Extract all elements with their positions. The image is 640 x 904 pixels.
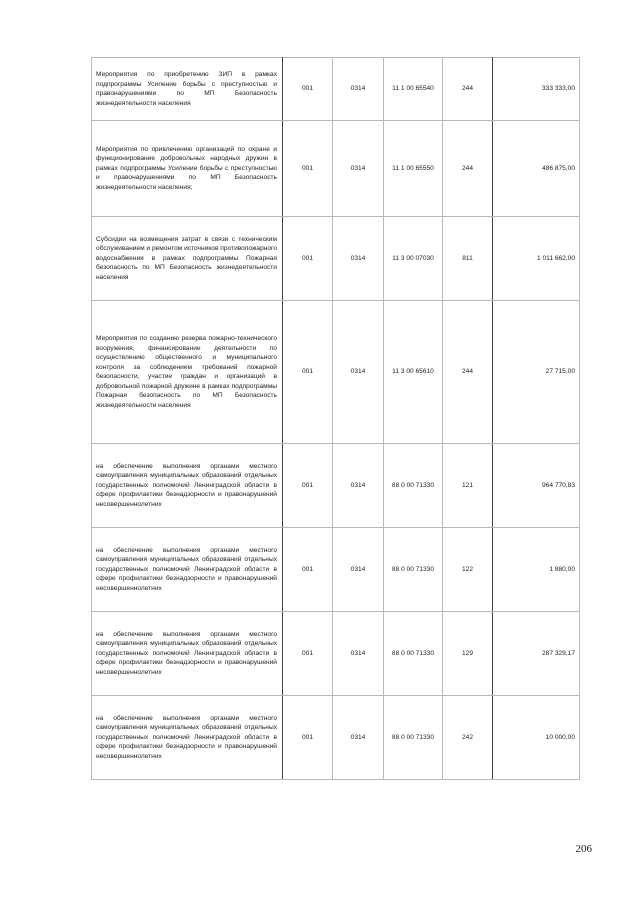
row-code-1: 001 [283, 528, 333, 612]
row-code-4: 121 [443, 444, 493, 528]
row-code-3: 88 0 00 71330 [384, 528, 443, 612]
row-code-1: 001 [283, 696, 333, 780]
table-row [92, 58, 580, 121]
row-code-2: 0314 [333, 528, 384, 612]
row-code-2: 0314 [333, 121, 384, 217]
row-description: на обеспечение выполнения органами местного самоуправления муниципальных образований отдельных государственных полномочий Ленинградской области в сфере профилактики безнадзорности и правонарушений несовершеннолетних [92, 528, 283, 612]
table-row [92, 696, 580, 780]
row-code-1: 001 [283, 612, 333, 696]
row-code-4: 242 [443, 696, 493, 780]
row-code-4: 811 [443, 217, 493, 301]
row-code-4: 244 [443, 58, 493, 121]
row-code-2: 0314 [333, 217, 384, 301]
row-code-1: 001 [283, 301, 333, 444]
row-amount: 27 715,00 [493, 301, 580, 444]
row-code-4: 129 [443, 612, 493, 696]
table-row [92, 444, 580, 528]
row-amount: 10 000,00 [493, 696, 580, 780]
row-amount: 486 875,00 [493, 121, 580, 217]
row-description: на обеспечение выполнения органами местного самоуправления муниципальных образований отдельных государственных полномочий Ленинградской области в сфере профилактики безнадзорности и правонарушений несовершеннолетних [92, 696, 283, 780]
row-amount: 1 011 662,00 [493, 217, 580, 301]
row-code-3: 88 0 00 71330 [384, 612, 443, 696]
table-row [92, 528, 580, 612]
row-code-4: 244 [443, 121, 493, 217]
row-code-1: 001 [283, 121, 333, 217]
row-code-3: 88 0 00 71330 [384, 696, 443, 780]
page-number: 206 [575, 843, 592, 855]
row-amount: 1 880,00 [493, 528, 580, 612]
row-code-3: 11 3 00 07030 [384, 217, 443, 301]
row-amount: 287 329,17 [493, 612, 580, 696]
row-code-1: 001 [283, 217, 333, 301]
row-amount: 964 770,83 [493, 444, 580, 528]
row-description: Мероприятия по привлечению организаций по охране и функционирование добровольных народных дружин в рамках подпрограммы Усиление борьбы с преступностью и правонарушениями по МП Безопасность жизнедеятельности населения; [92, 121, 283, 217]
row-description: Субсидии на возмещения затрат в связи с техническим обслуживанием и ремонтом источников противопожарного водоснабжения в рамках подпрограммы Пожарная безопасность по МП Безопасность жизнедеятельности населения [92, 217, 283, 301]
budget-table [91, 57, 580, 780]
row-description: Мероприятия по созданию резерва пожарно-технического вооружения, финансирование деятельности по осуществлению общественного и муниципального контроля за соблюдением требований пожарной безопасности, участие граждан и организаций в добровольной пожарной дружине в рамках подпрограммы Пожарная безопасность по МП Безопасность жизнедеятельности населения [92, 301, 283, 444]
row-code-2: 0314 [333, 612, 384, 696]
row-code-2: 0314 [333, 58, 384, 121]
row-code-2: 0314 [333, 301, 384, 444]
row-code-2: 0314 [333, 696, 384, 780]
row-amount: 333 333,00 [493, 58, 580, 121]
row-code-3: 88 0 00 71330 [384, 444, 443, 528]
table-row [92, 612, 580, 696]
row-code-3: 11 1 00 65550 [384, 121, 443, 217]
row-code-2: 0314 [333, 444, 384, 528]
row-code-3: 11 1 00 65540 [384, 58, 443, 121]
row-code-3: 11 3 00 65610 [384, 301, 443, 444]
table-row [92, 217, 580, 301]
row-code-1: 001 [283, 58, 333, 121]
row-description: на обеспечение выполнения органами местного самоуправления муниципальных образований отдельных государственных полномочий Ленинградской области в сфере профилактики безнадзорности и правонарушений несовершеннолетних [92, 612, 283, 696]
row-description: Мероприятия по приобретению ЗИП в рамках подпрограммы Усиление борьбы с преступностью и правонарушениями по МП Безопасность жизнедеятельности населения [92, 58, 283, 121]
table-row [92, 121, 580, 217]
row-code-4: 244 [443, 301, 493, 444]
row-code-4: 122 [443, 528, 493, 612]
table-row [92, 301, 580, 444]
row-code-1: 001 [283, 444, 333, 528]
row-description: на обеспечение выполнения органами местного самоуправления муниципальных образований отдельных государственных полномочий Ленинградской области в сфере профилактики безнадзорности и правонарушений несовершеннолетних [92, 444, 283, 528]
